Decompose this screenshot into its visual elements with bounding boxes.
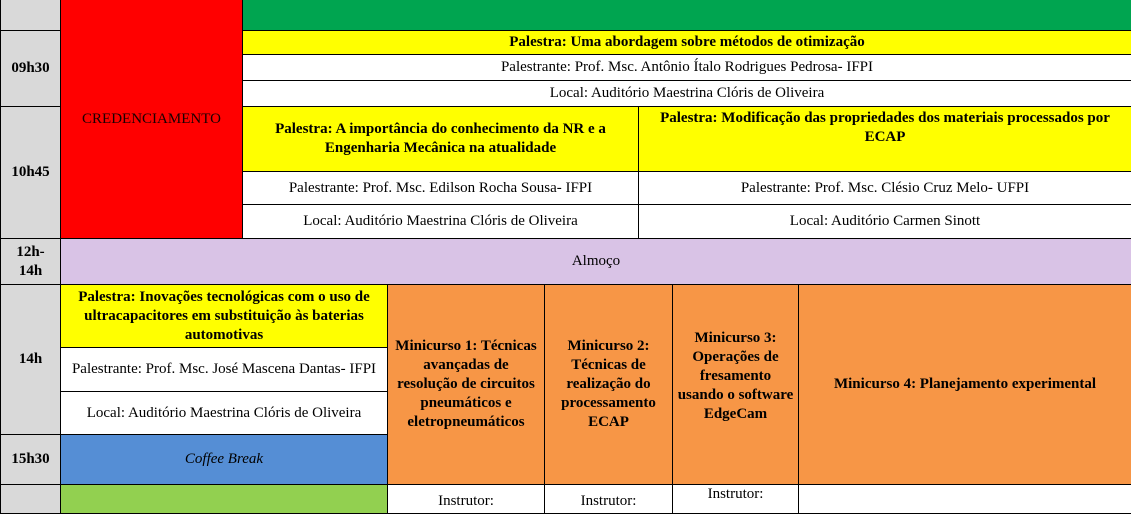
lunch-cell — [60, 238, 1131, 285]
session-1045a-title-text: Palestra: A importância do conhecimento da NR e a Engenharia Mecânica na atualidade — [275, 121, 606, 156]
session-1045a-speaker — [242, 171, 639, 205]
time-1045 — [0, 106, 61, 239]
instrutor-cell-3 — [672, 484, 799, 514]
minicurso-1 — [387, 284, 545, 485]
lunch-label: Almoço — [571, 253, 621, 269]
instrutor-cell-1 — [387, 484, 545, 514]
time-1530-label: 15h30 — [11, 451, 50, 467]
session-14-title — [60, 284, 388, 348]
session-0930-title-text: Palestra: Uma abordagem sobre métodos de otimização — [509, 34, 865, 50]
session-1045a-title — [242, 106, 639, 172]
time-1045-label: 10h45 — [11, 164, 50, 180]
coffee-break-label: Coffee Break — [184, 451, 264, 467]
session-0930-title — [242, 30, 1131, 55]
session-1045b-title-text: Palestra: Modificação das propriedades dos materiais processados por ECAP — [660, 110, 1110, 145]
minicurso-3 — [672, 284, 799, 485]
green-header-bar — [242, 0, 1131, 31]
session-1045a-location — [242, 204, 639, 239]
time-cell-empty-bottom — [0, 484, 61, 514]
minicurso-2 — [544, 284, 673, 485]
time-12-14 — [0, 238, 61, 285]
green-bottom-bar — [60, 484, 388, 514]
time-0930 — [0, 30, 61, 107]
minicurso-3-text: Minicurso 3: Operações de fresamento usando o software EdgeCam — [677, 330, 794, 422]
session-14-title-text: Palestra: Inovações tecnológicas com o uso de ultracapacitores em substituição às baterias automotivas — [78, 288, 370, 343]
time-cell-empty-top — [0, 0, 61, 31]
instrutor-2-label: Instrutor: — [580, 493, 637, 509]
credenciamento-label: CREDENCIAMENTO — [82, 110, 221, 127]
session-14-speaker-text: Palestrante: Prof. Msc. José Mascena Dantas- IFPI — [71, 361, 377, 377]
session-14-speaker — [60, 347, 388, 392]
session-14-location — [60, 391, 388, 435]
instrutor-3-label: Instrutor: — [707, 486, 764, 502]
session-1045b-title — [638, 106, 1131, 172]
time-0930-label: 09h30 — [11, 60, 50, 76]
minicurso-1-text: Minicurso 1: Técnicas avançadas de resolução de circuitos pneumáticos e eletropneumáticos — [395, 338, 537, 430]
session-1045b-location — [638, 204, 1131, 239]
session-1045b-speaker-text: Palestrante: Prof. Msc. Clésio Cruz Melo- UFPI — [740, 179, 1030, 196]
session-1045a-location-text: Local: Auditório Maestrina Clóris de Oliveira — [303, 213, 578, 229]
minicurso-4-text: Minicurso 4: Planejamento experimental — [833, 376, 1097, 392]
session-0930-location — [242, 80, 1131, 107]
instrutor-cell-2 — [544, 484, 673, 514]
time-1530 — [0, 434, 61, 485]
minicurso-2-text: Minicurso 2: Técnicas de realização do processamento ECAP — [561, 338, 656, 430]
time-14-label: 14h — [18, 351, 43, 367]
time-12-14-label: 12h- 14h — [16, 243, 45, 279]
session-1045a-speaker-text: Palestrante: Prof. Msc. Edilson Rocha Sousa- IFPI — [288, 179, 593, 196]
minicurso-4 — [798, 284, 1131, 485]
instrutor-1-label: Instrutor: — [438, 493, 494, 509]
coffee-break-cell — [60, 434, 388, 485]
session-0930-location-text: Local: Auditório Maestrina Clóris de Oliveira — [549, 85, 825, 101]
session-1045b-speaker — [638, 171, 1131, 205]
session-0930-speaker-text: Palestrante: Prof. Msc. Antônio Ítalo Rodrigues Pedrosa- IFPI — [500, 59, 874, 75]
session-14-location-text: Local: Auditório Maestrina Clóris de Oliveira — [86, 404, 362, 421]
session-1045b-location-text: Local: Auditório Carmen Sinott — [789, 213, 981, 229]
credenciamento-cell — [60, 0, 243, 239]
session-0930-speaker — [242, 54, 1131, 81]
instrutor-cell-4 — [798, 484, 1131, 514]
time-14 — [0, 284, 61, 435]
